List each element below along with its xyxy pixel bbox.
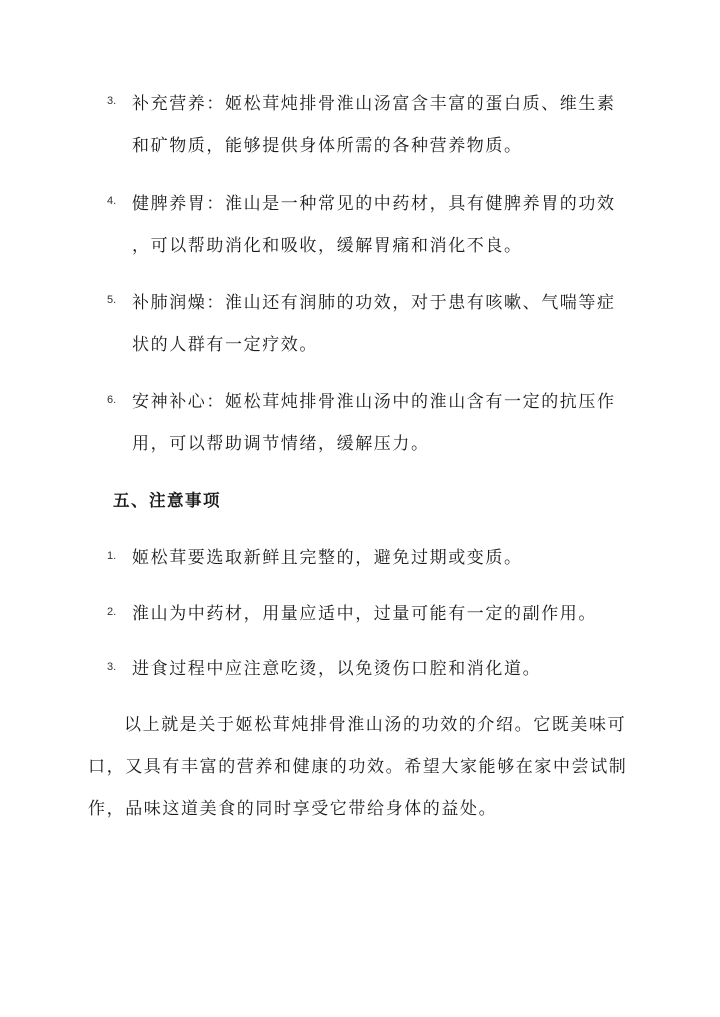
benefit-text-line: 安神补心：姬松茸炖排骨淮山汤中的淮山含有一定的抗压作: [132, 392, 616, 412]
list-number: 2.: [107, 606, 117, 618]
note-text: 淮山为中药材，用量应适中，过量可能有一定的副作用。: [132, 604, 597, 624]
list-number: 3.: [107, 661, 117, 673]
section-heading: 五、注意事项: [113, 491, 221, 510]
paragraph-line: 口，又具有丰富的营养和健康的功效。希望大家能够在家中尝试制: [88, 757, 628, 777]
list-number: 5.: [107, 294, 117, 306]
list-number: 3.: [107, 95, 117, 107]
benefit-text-line: 补充营养：姬松茸炖排骨淮山汤富含丰富的蛋白质、维生素: [132, 94, 616, 114]
list-number: 4.: [107, 195, 117, 207]
benefit-text-line: 补肺润燥：淮山还有润肺的功效，对于患有咳嗽、气喘等症: [132, 293, 616, 313]
paragraph-line: 作，品味这道美食的同时享受它带给身体的益处。: [88, 799, 498, 819]
paragraph-line: 以上就是关于姬松茸炖排骨淮山汤的功效的介绍。它既美味可: [124, 715, 627, 735]
list-number: 6.: [107, 394, 117, 406]
list-number: 1.: [107, 550, 117, 562]
benefit-text-line: 状的人群有一定疗效。: [132, 335, 318, 355]
benefit-text-line: 健脾养胃：淮山是一种常见的中药材，具有健脾养胃的功效: [132, 194, 616, 214]
note-text: 姬松茸要选取新鲜且完整的，避免过期或变质。: [132, 548, 523, 568]
benefit-text-line: 用，可以帮助调节情绪，缓解压力。: [132, 434, 430, 454]
note-text: 进食过程中应注意吃烫，以免烫伤口腔和消化道。: [132, 659, 542, 679]
benefit-text-line: ，可以帮助消化和吸收，缓解胃痛和消化不良。: [132, 236, 523, 256]
benefit-text-line: 和矿物质，能够提供身体所需的各种营养物质。: [132, 136, 523, 156]
